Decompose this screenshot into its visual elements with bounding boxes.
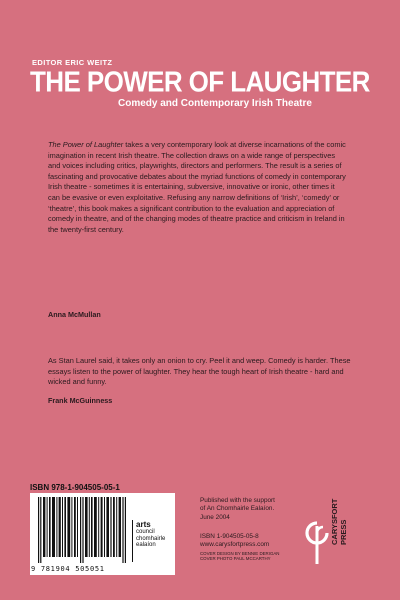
isbn-label: ISBN 978-1-904505-05-1 xyxy=(30,483,120,492)
support-line3: June 2004 xyxy=(200,513,230,521)
publisher-name-line2: PRESS xyxy=(339,519,348,545)
book-subtitle: Comedy and Contemporary Irish Theatre xyxy=(118,98,312,109)
barcode-icon xyxy=(38,497,126,563)
arts-logo-line3: chomhairle xyxy=(136,535,166,542)
arts-logo-line4: ealaíon xyxy=(136,542,156,548)
publisher-website: www.carysfortpress.com xyxy=(200,541,270,548)
cover-design-credit: COVER DESIGN BY BENNIE DERIGAN xyxy=(200,551,280,556)
editor-credit: EDITOR ERIC WEITZ xyxy=(32,58,113,67)
arts-logo-line1: arts xyxy=(136,520,151,529)
support-line1: Published with the support xyxy=(200,497,275,504)
publisher-isbn-block xyxy=(200,533,269,549)
arts-council-logo xyxy=(132,520,165,562)
publisher-isbn: ISBN 1-904505-05-8 xyxy=(200,533,259,540)
blurb-text: takes a very contemporary look at diverse incarnations of the comic imagination in recent Irish theatre. The collection draws on a wide range of perspectives and voices including critics, playwrights, directors and performers. The result is a series of fascinating and provocative debates about the myriad functions of comedy in contemporary Irish theatre - sometimes it is entertaining, subversive, innovative or ironic, other times it can be evasive or even exploitative. Refusing any narrow definitions of ‘Irish’, ‘comedy’ or ‘theatre’, this book makes a significant contribution to the evaluation and appreciation of comedy in theatre, and of the changing modes of theatre practice and criticism in Ireland in the twenty-first century. xyxy=(48,140,346,234)
cover-photo-credit: COVER PHOTO PAUL MCCARTHY xyxy=(200,556,271,561)
arts-logo-line2: council xyxy=(136,529,155,535)
quote-author: Frank McGuinness xyxy=(48,396,113,405)
publisher-name xyxy=(330,499,348,545)
publisher-name-line1: CARYSFORT xyxy=(330,498,339,545)
support-line2: of An Chomhairle Ealaíon. xyxy=(200,505,275,513)
book-title: THE POWER OF LAUGHTER xyxy=(30,64,370,98)
quote-paragraph: As Stan Laurel said, it takes only an onion to cry. Peel it and weep. Comedy is harder. These essays listen to the power of laughter. They hear the tough heart of Irish theatre - hard and wicked and funny. xyxy=(48,356,351,387)
carysfort-logo-icon xyxy=(304,520,330,566)
blurb-paragraph xyxy=(48,140,348,235)
support-note xyxy=(200,497,275,522)
blurb-book-title: The Power of Laughter xyxy=(48,140,124,149)
barcode-digits: 9 781904 505051 xyxy=(31,565,105,573)
blurb-author: Anna McMullan xyxy=(48,310,101,319)
